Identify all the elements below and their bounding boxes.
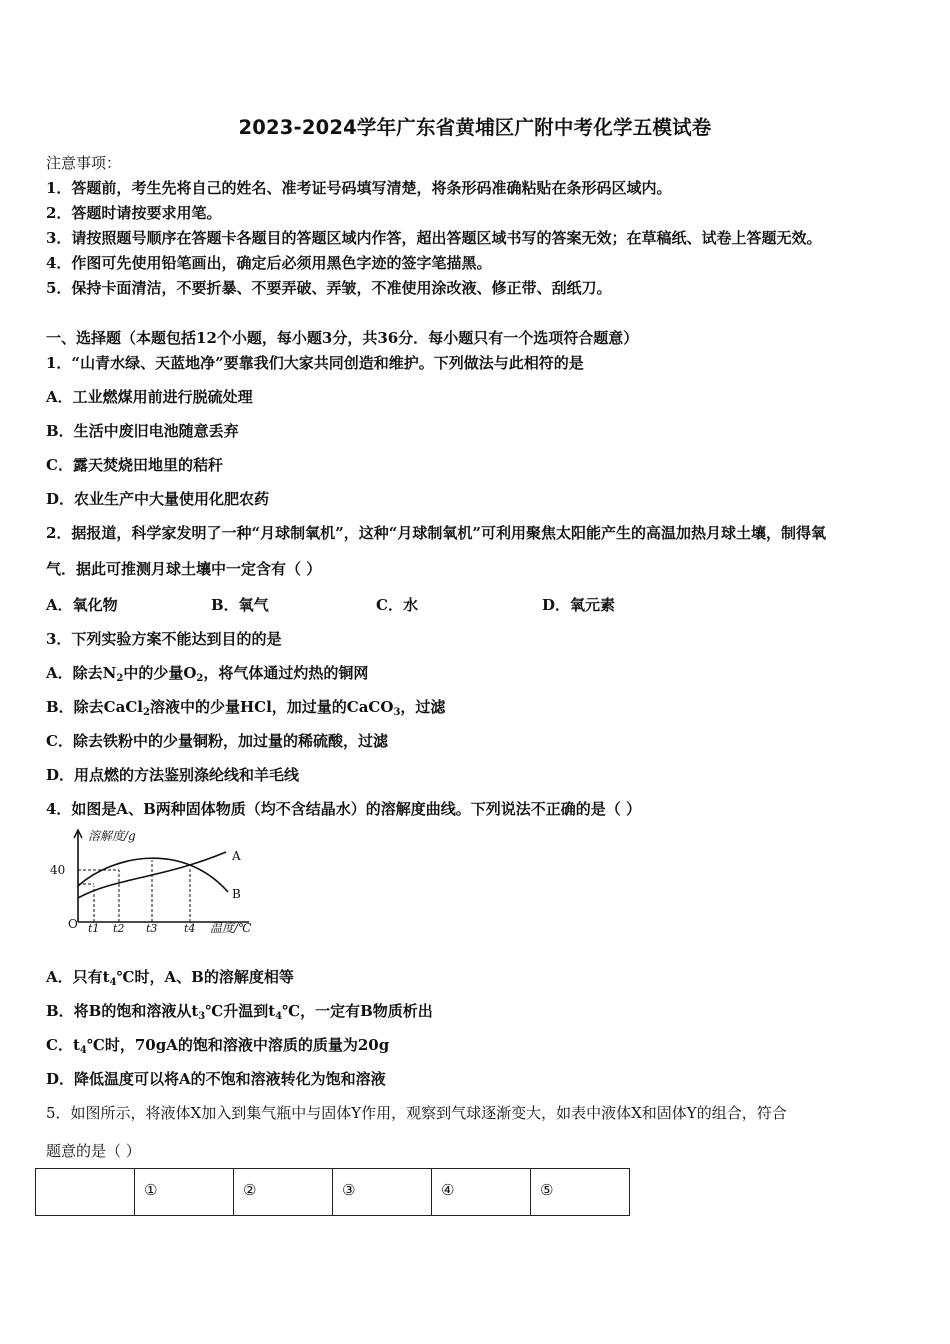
- x-tick-label: t1: [88, 922, 100, 935]
- question-1-option-d: D．农业生产中大量使用化肥农药: [46, 490, 270, 508]
- table-cell: ④: [432, 1169, 531, 1216]
- table-row: [36, 1169, 630, 1216]
- x-tick-label: t2: [113, 922, 125, 935]
- question-1-option-c: C．露天焚烧田地里的秸秆: [46, 456, 223, 474]
- question-1-option-a: A．工业燃煤用前进行脱硫处理: [46, 388, 253, 406]
- question-2-option-d: D．氧元素: [542, 596, 616, 614]
- question-4-option-a: A．只有$t_4℃$时，A、B的溶解度相等: [46, 968, 294, 988]
- question-2-stem: 气．据此可推测月球土壤中一定含有（ ）: [46, 560, 322, 578]
- table-cell: ⑤: [531, 1169, 630, 1216]
- section-heading: 一、选择题（本题包括12个小题，每小题3分，共36分．每小题只有一个选项符合题意）: [46, 329, 639, 347]
- question-5-stem: 题意的是（ ）: [46, 1142, 141, 1160]
- question-3-option-b: B．除去CaCl$_2$溶液中的少量HCl，加过量的CaCO$_3$，过滤: [46, 698, 446, 718]
- question-2-option-a: A．氧化物: [46, 596, 118, 614]
- question-4-option-d: D．降低温度可以将A的不饱和溶液转化为饱和溶液: [46, 1070, 386, 1088]
- question-1-option-b: B．生活中废旧电池随意丢弃: [46, 422, 239, 440]
- question-3-option-c: C．除去铁粉中的少量铜粉，加过量的稀硫酸，过滤: [46, 732, 388, 750]
- question-5-stem: 5．如图所示，将液体X加入到集气瓶中与固体Y作用，观察到气球逐渐变大，如表中液体X和固体Y的组合，符合: [46, 1104, 787, 1122]
- table-cell: [36, 1169, 135, 1216]
- question-4-option-c: C．$t_4℃$时，70gA的饱和溶液中溶质的质量为20g: [46, 1036, 390, 1056]
- curve-b-label: B: [232, 887, 241, 901]
- y-tick-label: 40: [50, 863, 66, 877]
- table-cell: ③: [333, 1169, 432, 1216]
- question-2-option-c: C．水: [376, 596, 418, 614]
- page-title: 2023-2024学年广东省黄埔区广附中考化学五模试卷: [238, 116, 712, 139]
- curve-a-label: A: [232, 849, 241, 863]
- notice-heading: 注意事项：: [46, 154, 122, 172]
- question-3-option-a: A．除去$N_2$中的少量$O_2$，将气体通过灼热的铜网: [46, 664, 369, 684]
- table-cell: ②: [234, 1169, 333, 1216]
- question-2-stem: 2．据报道，科学家发明了一种“月球制氧机”，这种“月球制氧机”可利用聚焦太阳能产生的高温加热月球土壤，制得氧: [46, 524, 826, 542]
- question-4-option-b: B．将B的饱和溶液从$t_3℃$升温到$t_4℃$，一定有B物质析出: [46, 1002, 433, 1022]
- x-axis-label: 温度/℃: [210, 921, 252, 935]
- notice-item: 5．保持卡面清洁，不要折暴、不要弄破、弄皱，不准使用涂改液、修正带、刮纸刀。: [46, 279, 612, 297]
- x-tick-label: t4: [184, 922, 196, 935]
- question-3-option-d: D．用点燃的方法鉴别涤纶线和羊毛线: [46, 766, 300, 784]
- notice-item: 1．答题前，考生先将自己的姓名、准考证号码填写清楚，将条形码准确粘贴在条形码区域内。: [46, 179, 672, 197]
- notice-item: 2．答题时请按要求用笔。: [46, 204, 222, 222]
- question-2-option-b: B．氧气: [211, 596, 269, 614]
- question-4-stem: 4．如图是A、B两种固体物质（均不含结晶水）的溶解度曲线。下列说法不正确的是（ ）: [46, 800, 641, 818]
- x-tick-label: t3: [146, 922, 158, 935]
- notice-item: 4．作图可先使用铅笔画出，确定后必须用黑色字迹的签字笔描黑。: [46, 254, 492, 272]
- solubility-chart: [44, 826, 284, 938]
- table-cell: ①: [135, 1169, 234, 1216]
- question-3-stem: 3．下列实验方案不能达到目的的是: [46, 630, 282, 648]
- question-1-stem: 1．“山青水绿、天蓝地净”要靠我们大家共同创造和维护。下列做法与此相符的是: [46, 354, 584, 372]
- question-5-table: [35, 1168, 630, 1216]
- notice-item: 3．请按照题号顺序在答题卡各题目的答题区域内作答，超出答题区域书写的答案无效；在草稿纸、试卷上答题无效。: [46, 229, 822, 247]
- origin-label: O: [68, 917, 78, 931]
- y-axis-label: 溶解度/g: [88, 829, 136, 843]
